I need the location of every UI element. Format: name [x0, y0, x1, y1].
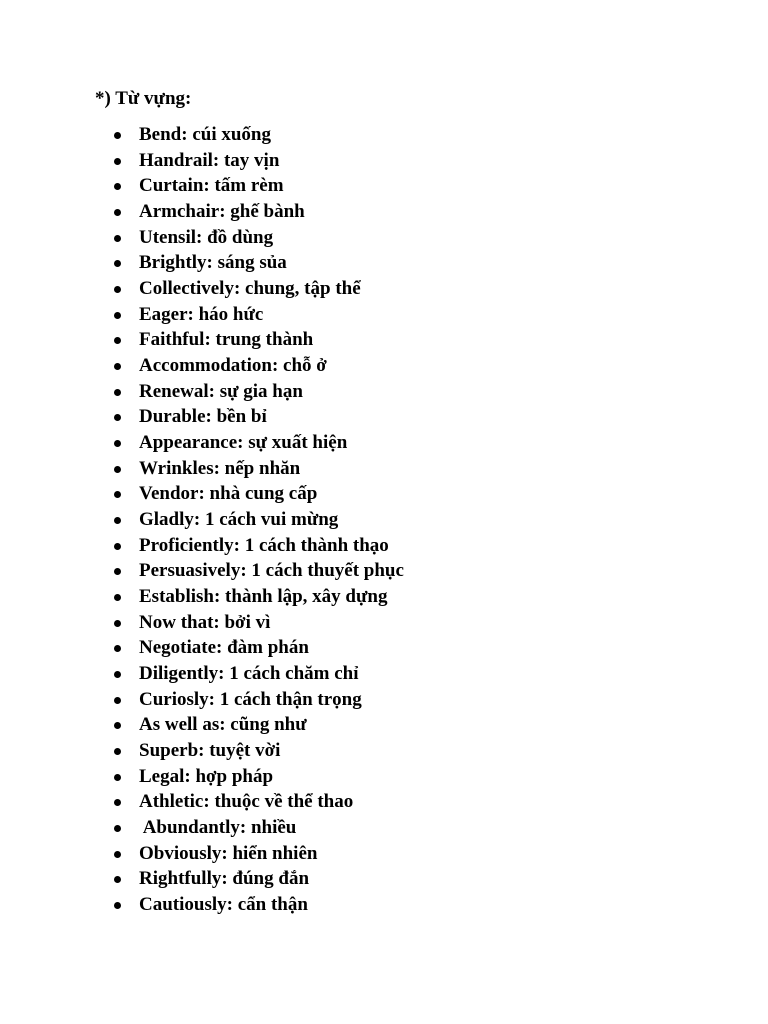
vocabulary-entry-text: Legal: hợp pháp: [139, 765, 274, 787]
vocabulary-entry-text: Armchair: ghế bành: [139, 201, 305, 223]
bullet-icon: [114, 466, 121, 473]
vocabulary-entry-text: Accommodation: chỗ ở: [139, 355, 327, 377]
bullet-icon: [114, 876, 121, 883]
vocabulary-entry-text: Obviously: hiển nhiên: [139, 842, 318, 864]
bullet-icon: [114, 389, 121, 396]
bullet-icon: [114, 132, 121, 139]
bullet-icon: [114, 260, 121, 267]
bullet-icon: [114, 825, 121, 832]
vocabulary-entry-text: Renewal: sự gia hạn: [139, 380, 303, 402]
vocabulary-entry-text: Durable: bền bỉ: [139, 406, 267, 428]
bullet-icon: [114, 235, 121, 242]
bullet-icon: [114, 337, 121, 344]
bullet-icon: [114, 645, 121, 652]
vocabulary-entry-text: As well as: cũng như: [139, 714, 307, 736]
bullet-icon: [114, 774, 121, 781]
vocabulary-entry-text: Wrinkles: nếp nhăn: [139, 457, 301, 479]
vocabulary-entry-text: Superb: tuyệt vời: [139, 740, 281, 762]
bullet-icon: [114, 851, 121, 858]
bullet-icon: [114, 620, 121, 627]
vocabulary-entry-text: Appearance: sự xuất hiện: [139, 432, 348, 454]
vocabulary-entry-text: Establish: thành lập, xây dựng: [139, 586, 388, 608]
vocabulary-entry-text: Abundantly: nhiều: [139, 817, 297, 839]
bullet-icon: [114, 697, 121, 704]
bullet-icon: [114, 158, 121, 165]
vocabulary-entry-text: Rightfully: đúng đắn: [139, 868, 310, 890]
vocabulary-entry-text: Vendor: nhà cung cấp: [139, 483, 318, 505]
vocabulary-entry-text: Utensil: đồ dùng: [139, 226, 274, 248]
bullet-icon: [114, 594, 121, 601]
bullet-icon: [114, 799, 121, 806]
vocabulary-entry-text: Athletic: thuộc về thể thao: [139, 791, 354, 813]
vocabulary-entry-text: Bend: cúi xuống: [139, 124, 271, 145]
bullet-icon: [114, 722, 121, 729]
bullet-icon: [114, 491, 121, 498]
bullet-icon: [114, 440, 121, 447]
bullet-icon: [114, 568, 121, 575]
bullet-icon: [114, 209, 121, 216]
bullet-icon: [114, 517, 121, 524]
vocabulary-heading: *) Từ vựng:: [95, 88, 192, 109]
bullet-icon: [114, 286, 121, 293]
vocabulary-entry-text: Persuasively: 1 cách thuyết phục: [139, 560, 404, 582]
vocabulary-entry-text: Handrail: tay vịn: [139, 149, 280, 171]
bullet-icon: [114, 902, 121, 909]
bullet-icon: [114, 543, 121, 550]
bullet-icon: [114, 312, 121, 319]
vocabulary-entry-text: Curtain: tấm rèm: [139, 175, 284, 197]
vocabulary-entry-text: Diligently: 1 cách chăm chỉ: [139, 663, 359, 685]
vocabulary-entry-text: Gladly: 1 cách vui mừng: [139, 509, 339, 531]
vocabulary-entry-text: Now that: bởi vì: [139, 611, 271, 633]
bullet-icon: [114, 414, 121, 421]
vocabulary-entry-text: Collectively: chung, tập thể: [139, 278, 361, 300]
vocabulary-entry-text: Cautiously: cẩn thận: [139, 894, 308, 916]
bullet-icon: [114, 183, 121, 190]
vocabulary-entry-text: Proficiently: 1 cách thành thạo: [139, 534, 389, 556]
vocabulary-entry-text: Curiosly: 1 cách thận trọng: [139, 688, 362, 710]
vocabulary-entry-text: Brightly: sáng sủa: [139, 252, 287, 274]
bullet-icon: [114, 363, 121, 370]
vocabulary-entry-text: Negotiate: đàm phán: [139, 637, 309, 659]
bullet-icon: [114, 748, 121, 755]
vocabulary-entry-text: Eager: háo hức: [139, 303, 264, 325]
vocabulary-entry-text: Faithful: trung thành: [139, 329, 314, 351]
bullet-icon: [114, 671, 121, 678]
